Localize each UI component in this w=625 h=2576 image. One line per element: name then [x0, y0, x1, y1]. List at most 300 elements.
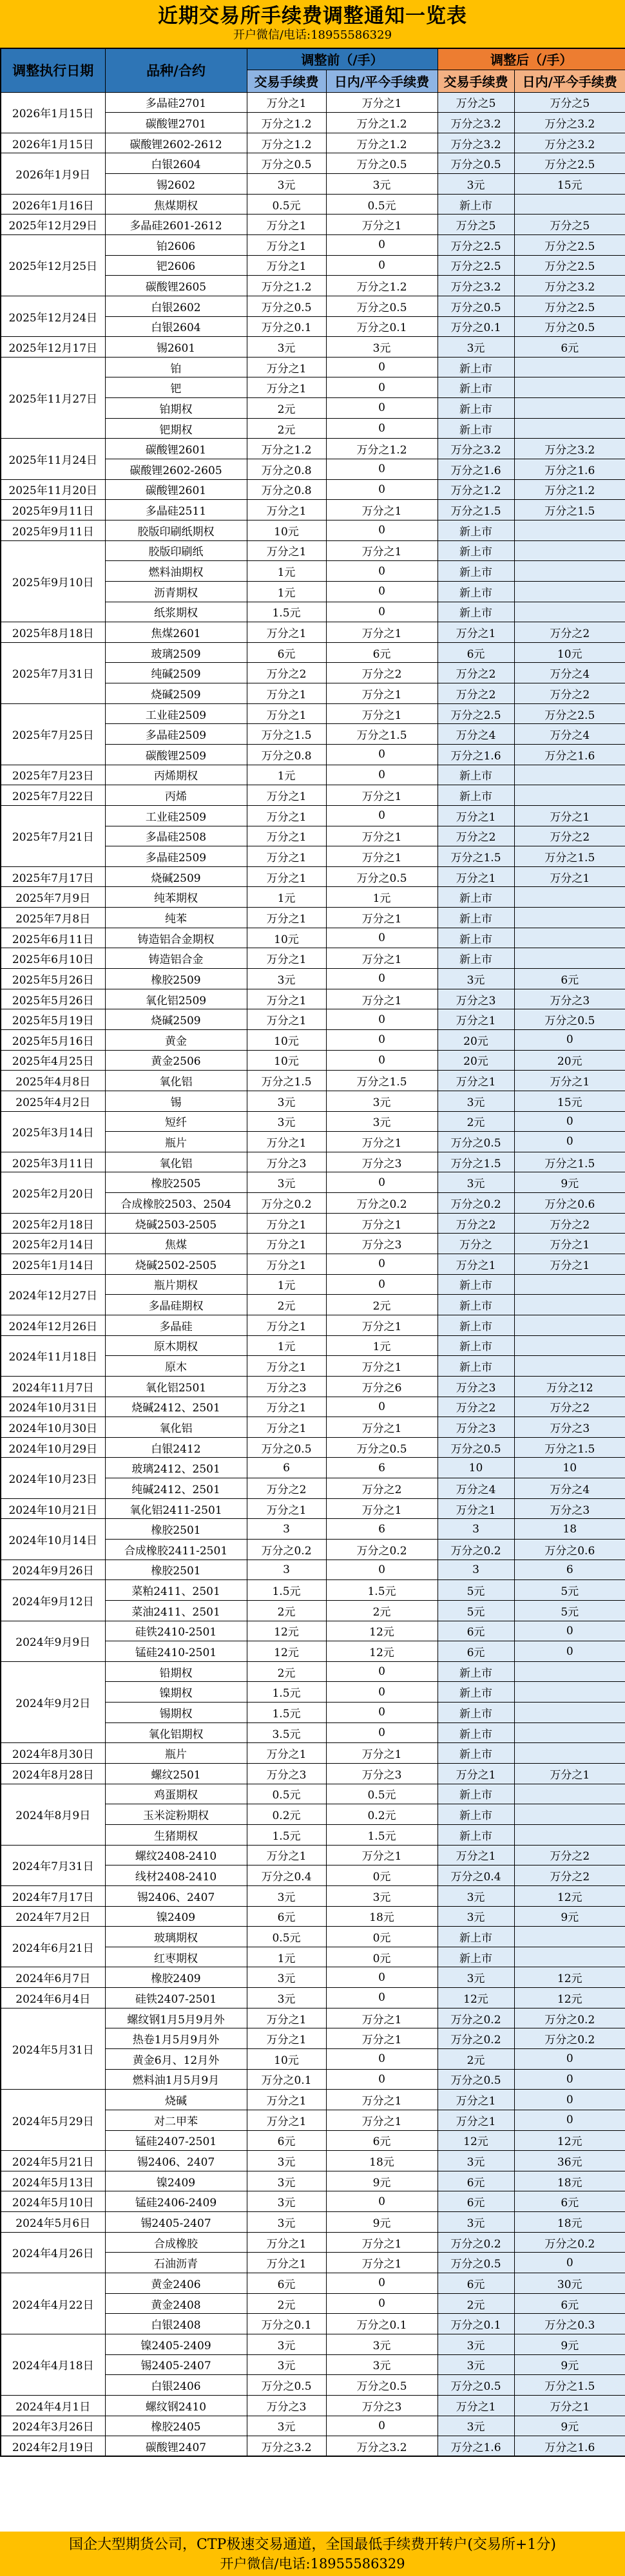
before-trade-fee-cell: 万分之1: [247, 1009, 326, 1030]
date-cell: 2024年8月28日: [1, 1764, 105, 1784]
before-intraday-fee-cell: 0: [326, 1274, 438, 1295]
after-trade-fee-cell: 万分之0.2: [438, 2028, 514, 2049]
table-row: [1, 1335, 625, 1356]
after-intraday-fee-cell: 万分之0.2: [514, 2232, 625, 2253]
before-trade-fee-cell: 万分之0.5: [247, 153, 326, 174]
before-intraday-fee-cell: 万分之1: [326, 215, 438, 235]
contract-cell: 黄金: [105, 1029, 247, 1050]
after-trade-fee-cell: 万分之1.6: [438, 459, 514, 480]
table-row: [1, 765, 625, 785]
date-cell: 2025年8月18日: [1, 622, 105, 643]
before-intraday-fee-cell: 万分之0.5: [326, 153, 438, 174]
contract-cell: 瓶片期权: [105, 1274, 247, 1295]
table-row: [1, 337, 625, 358]
contract-cell: 玉米淀粉期权: [105, 1804, 247, 1825]
before-trade-fee-cell: 万分之1.2: [247, 439, 326, 459]
before-intraday-fee-cell: 0: [326, 1172, 438, 1193]
after-intraday-fee-cell: 0: [514, 2090, 625, 2110]
date-cell: 2024年5月29日: [1, 2090, 105, 2151]
before-intraday-fee-cell: 万分之1: [326, 2110, 438, 2130]
after-intraday-fee-cell: [514, 581, 625, 602]
after-intraday-fee-cell: 18: [514, 1519, 625, 1540]
date-cell: 2025年5月16日: [1, 1029, 105, 1050]
before-trade-fee-cell: 6元: [247, 2273, 326, 2294]
before-intraday-fee-cell: 0: [326, 520, 438, 540]
after-intraday-fee-cell: 万分之1.2: [514, 479, 625, 500]
after-trade-fee-cell: 万分之1: [438, 1254, 514, 1275]
date-cell: 2024年6月7日: [1, 1967, 105, 1988]
after-intraday-fee-cell: 万分之1.5: [514, 1152, 625, 1172]
after-trade-fee-cell: 3元: [438, 2354, 514, 2375]
table-row: [1, 540, 625, 561]
contract-cell: 多晶硅2511: [105, 500, 247, 520]
after-intraday-fee-cell: 万分之0.6: [514, 1539, 625, 1560]
before-trade-fee-cell: 万分之1: [247, 1397, 326, 1417]
after-intraday-fee-cell: 万分之2.5: [514, 703, 625, 724]
before-intraday-fee-cell: 万分之1: [326, 1743, 438, 1764]
after-intraday-fee-cell: 万分之2: [514, 826, 625, 846]
after-intraday-fee-cell: [514, 194, 625, 215]
after-trade-fee-cell: 万分之2: [438, 826, 514, 846]
after-intraday-fee-cell: 万分之1.6: [514, 2436, 625, 2457]
after-trade-fee-cell: 万分之1.5: [438, 1152, 514, 1172]
date-cell: 2025年11月20日: [1, 479, 105, 500]
after-intraday-fee-cell: [514, 887, 625, 908]
after-intraday-fee-cell: 万分之1.6: [514, 459, 625, 480]
before-intraday-fee-cell: 3元: [326, 1111, 438, 1132]
before-intraday-fee-cell: 0: [326, 1988, 438, 2008]
date-cell: 2026年1月15日: [1, 133, 105, 153]
before-trade-fee-cell: 万分之0.5: [247, 1437, 326, 1458]
after-trade-fee-cell: 万分之1: [438, 1071, 514, 1091]
before-trade-fee-cell: 万分之3: [247, 2395, 326, 2416]
after-intraday-fee-cell: 0: [514, 2069, 625, 2090]
after-intraday-fee-cell: [514, 1295, 625, 1315]
before-intraday-fee-cell: 万分之1: [326, 2090, 438, 2110]
after-intraday-fee-cell: 6元: [514, 2191, 625, 2212]
after-trade-fee-cell: 10: [438, 1458, 514, 1478]
after-intraday-fee-cell: [514, 1703, 625, 1723]
after-intraday-fee-cell: [514, 602, 625, 622]
before-trade-fee-cell: 万分之1: [247, 948, 326, 969]
table-row: [1, 866, 625, 887]
before-trade-fee-cell: 0.2元: [247, 1804, 326, 1825]
contract-cell: 白银2408: [105, 2314, 247, 2334]
after-trade-fee-cell: 万分之1.5: [438, 846, 514, 867]
before-intraday-fee-cell: 万分之1: [326, 1315, 438, 1335]
after-intraday-fee-cell: 万分之1.6: [514, 745, 625, 765]
contract-cell: 镍2409: [105, 2171, 247, 2191]
contract-cell: 纯碱2412、2501: [105, 1478, 247, 1499]
date-cell: 2025年11月24日: [1, 439, 105, 479]
table-row: [1, 785, 625, 806]
before-intraday-fee-cell: 0: [326, 969, 438, 989]
date-cell: 2024年5月6日: [1, 2212, 105, 2233]
after-trade-fee-cell: 3元: [438, 1172, 514, 1193]
before-trade-fee-cell: 万分之1: [247, 1132, 326, 1152]
before-trade-fee-cell: 1.5元: [247, 602, 326, 622]
contract-cell: 锡2602: [105, 174, 247, 195]
after-intraday-fee-cell: [514, 1335, 625, 1356]
before-trade-fee-cell: 2元: [247, 1600, 326, 1621]
table-row: [1, 642, 625, 663]
after-intraday-fee-cell: 万分之4: [514, 1478, 625, 1499]
before-trade-fee-cell: 万分之1: [247, 2090, 326, 2110]
before-intraday-fee-cell: 0: [326, 2191, 438, 2212]
after-trade-fee-cell: 3元: [438, 2212, 514, 2233]
after-intraday-fee-cell: 5元: [514, 1580, 625, 1601]
before-trade-fee-cell: 1元: [247, 581, 326, 602]
after-intraday-fee-cell: 万分之1: [514, 1764, 625, 1784]
date-cell: 2024年12月26日: [1, 1315, 105, 1335]
before-intraday-fee-cell: 0: [326, 1967, 438, 1988]
before-trade-fee-cell: 0.5元: [247, 1784, 326, 1804]
contract-cell: 菜油2411、2501: [105, 1600, 247, 1621]
after-trade-fee-cell: 6元: [438, 2171, 514, 2191]
table-row: [1, 622, 625, 643]
after-trade-fee-cell: 新上市: [438, 581, 514, 602]
after-trade-fee-cell: 新上市: [438, 1661, 514, 1682]
contract-cell: 沥青期权: [105, 581, 247, 602]
before-trade-fee-cell: 1.5元: [247, 1682, 326, 1703]
after-intraday-fee-cell: [514, 908, 625, 928]
before-trade-fee-cell: 万分之1: [247, 500, 326, 520]
date-cell: 2025年7月31日: [1, 642, 105, 703]
table-row: [1, 1029, 625, 1050]
contract-cell: 螺纹2408-2410: [105, 1845, 247, 1865]
before-trade-fee-cell: 3元: [247, 2212, 326, 2233]
contract-cell: 瓶片: [105, 1132, 247, 1152]
contract-cell: 铂: [105, 357, 247, 377]
before-trade-fee-cell: 2元: [247, 1661, 326, 1682]
contract-cell: 烧碱: [105, 2090, 247, 2110]
after-trade-fee-cell: 万分之1: [438, 805, 514, 826]
before-trade-fee-cell: 万分之1: [247, 846, 326, 867]
contract-cell: 氧化铝: [105, 1417, 247, 1438]
contract-cell: 胶版印刷纸期权: [105, 520, 247, 540]
date-cell: 2024年10月30日: [1, 1417, 105, 1438]
before-trade-fee-cell: 1元: [247, 561, 326, 582]
after-trade-fee-cell: 万分之3: [438, 1417, 514, 1438]
after-trade-fee-cell: 3元: [438, 1091, 514, 1111]
before-trade-fee-cell: 万分之1: [247, 866, 326, 887]
contract-cell: 纯苯: [105, 908, 247, 928]
date-cell: 2025年9月11日: [1, 500, 105, 520]
after-trade-fee-cell: 万分之3.2: [438, 133, 514, 153]
after-trade-fee-cell: 新上市: [438, 1743, 514, 1764]
before-intraday-fee-cell: 6: [326, 1519, 438, 1540]
after-intraday-fee-cell: 18元: [514, 2212, 625, 2233]
table-row: [1, 520, 625, 540]
after-intraday-fee-cell: 万分之1: [514, 1254, 625, 1275]
date-cell: 2025年7月22日: [1, 785, 105, 806]
before-intraday-fee-cell: 万分之3.2: [326, 2436, 438, 2457]
before-intraday-fee-cell: 0.5元: [326, 1784, 438, 1804]
header-before-intraday-fee: 日内/平今手续费: [326, 70, 438, 92]
after-intraday-fee-cell: 0: [514, 2049, 625, 2070]
before-intraday-fee-cell: 万分之0.2: [326, 1193, 438, 1214]
before-intraday-fee-cell: 2元: [326, 1295, 438, 1315]
before-trade-fee-cell: 万分之0.2: [247, 1539, 326, 1560]
before-trade-fee-cell: 1.5元: [247, 1580, 326, 1601]
after-trade-fee-cell: 万分之1: [438, 2090, 514, 2110]
before-trade-fee-cell: 3.5元: [247, 1722, 326, 1743]
before-trade-fee-cell: 万分之0.8: [247, 745, 326, 765]
contract-cell: 线材2408-2410: [105, 1865, 247, 1886]
contract-cell: 锰硅2410-2501: [105, 1641, 247, 1662]
before-trade-fee-cell: 万分之1: [247, 2110, 326, 2130]
after-trade-fee-cell: 万分之1: [438, 2110, 514, 2130]
contract-cell: 氧化铝期权: [105, 1722, 247, 1743]
contract-cell: 烧碱2509: [105, 1009, 247, 1030]
before-trade-fee-cell: 万分之1: [247, 1417, 326, 1438]
before-intraday-fee-cell: 0: [326, 1254, 438, 1275]
before-trade-fee-cell: 万分之1: [247, 2253, 326, 2273]
after-trade-fee-cell: 3元: [438, 969, 514, 989]
after-trade-fee-cell: 6元: [438, 642, 514, 663]
contract-cell: 短纤: [105, 1111, 247, 1132]
table-row: [1, 153, 625, 174]
table-row: [1, 2212, 625, 2233]
after-intraday-fee-cell: [514, 540, 625, 561]
header-before-group: 调整前（/手）: [247, 48, 438, 70]
before-intraday-fee-cell: 6元: [326, 642, 438, 663]
before-trade-fee-cell: 万分之1: [247, 826, 326, 846]
table-row: [1, 887, 625, 908]
contract-cell: 燃料油1月5月9月: [105, 2069, 247, 2090]
header-after-trade-fee: 交易手续费: [438, 70, 514, 92]
date-cell: 2025年12月29日: [1, 215, 105, 235]
contract-cell: 生猪期权: [105, 1824, 247, 1845]
before-trade-fee-cell: 3元: [247, 2354, 326, 2375]
before-trade-fee-cell: 万分之1: [247, 1845, 326, 1865]
after-trade-fee-cell: 3元: [438, 1885, 514, 1906]
after-intraday-fee-cell: 12元: [514, 1885, 625, 1906]
table-row: [1, 1213, 625, 1234]
before-intraday-fee-cell: 万分之1: [326, 500, 438, 520]
contract-cell: 黄金2406: [105, 2273, 247, 2294]
after-trade-fee-cell: 万分之1.5: [438, 500, 514, 520]
after-trade-fee-cell: 新上市: [438, 1274, 514, 1295]
before-intraday-fee-cell: 0: [326, 479, 438, 500]
table-row: [1, 908, 625, 928]
after-trade-fee-cell: 新上市: [438, 561, 514, 582]
date-cell: 2025年7月21日: [1, 805, 105, 866]
date-cell: 2024年5月10日: [1, 2191, 105, 2212]
date-cell: 2025年7月25日: [1, 703, 105, 765]
after-trade-fee-cell: 万分之3.2: [438, 276, 514, 296]
contract-cell: 螺纹钢2410: [105, 2395, 247, 2416]
contract-cell: 烧碱2503-2505: [105, 1213, 247, 1234]
after-trade-fee-cell: 万分之1.2: [438, 479, 514, 500]
contract-cell: 碳酸锂2605: [105, 276, 247, 296]
footer-contact: 开户微信/电话:18955586329: [220, 2555, 405, 2571]
contract-cell: 铂2606: [105, 234, 247, 255]
contract-cell: 黄金6月、12月外: [105, 2049, 247, 2070]
after-trade-fee-cell: 3元: [438, 174, 514, 195]
before-intraday-fee-cell: 万分之1: [326, 826, 438, 846]
contract-cell: 焦煤期权: [105, 194, 247, 215]
contract-cell: 多晶硅: [105, 1315, 247, 1335]
contract-cell: 氧化铝2501: [105, 1376, 247, 1397]
date-cell: 2024年8月30日: [1, 1743, 105, 1764]
after-trade-fee-cell: 6元: [438, 2273, 514, 2294]
after-intraday-fee-cell: 万分之3: [514, 1417, 625, 1438]
after-intraday-fee-cell: 万分之5: [514, 92, 625, 113]
after-intraday-fee-cell: 万分之1.5: [514, 1437, 625, 1458]
before-trade-fee-cell: 1元: [247, 1335, 326, 1356]
before-intraday-fee-cell: 万分之1.2: [326, 133, 438, 153]
contract-cell: 纯苯期权: [105, 887, 247, 908]
after-intraday-fee-cell: 0: [514, 2253, 625, 2273]
contract-cell: 丙烯期权: [105, 765, 247, 785]
after-trade-fee-cell: 新上市: [438, 887, 514, 908]
table-row: [1, 2416, 625, 2436]
before-trade-fee-cell: 10元: [247, 928, 326, 948]
table-row: [1, 1274, 625, 1295]
after-intraday-fee-cell: [514, 1661, 625, 1682]
date-cell: 2024年9月26日: [1, 1560, 105, 1580]
before-trade-fee-cell: 10元: [247, 1050, 326, 1071]
after-trade-fee-cell: 新上市: [438, 928, 514, 948]
before-intraday-fee-cell: 2元: [326, 1600, 438, 1621]
contract-cell: 碳酸锂2601: [105, 479, 247, 500]
after-intraday-fee-cell: 0: [514, 1621, 625, 1641]
after-trade-fee-cell: 万分之0.1: [438, 2314, 514, 2334]
before-trade-fee-cell: 万分之1: [247, 1315, 326, 1335]
before-trade-fee-cell: 万分之0.1: [247, 2314, 326, 2334]
contract-cell: 烧碱2412、2501: [105, 1397, 247, 1417]
after-intraday-fee-cell: 万分之3.2: [514, 133, 625, 153]
after-intraday-fee-cell: 万分之1: [514, 805, 625, 826]
date-cell: 2025年4月25日: [1, 1050, 105, 1071]
before-intraday-fee-cell: 0: [326, 459, 438, 480]
after-trade-fee-cell: 3元: [438, 2334, 514, 2354]
after-intraday-fee-cell: 0: [514, 1132, 625, 1152]
before-intraday-fee-cell: 3元: [326, 174, 438, 195]
after-trade-fee-cell: 万分之5: [438, 92, 514, 113]
before-trade-fee-cell: 万分之0.2: [247, 1193, 326, 1214]
before-intraday-fee-cell: 1元: [326, 887, 438, 908]
after-intraday-fee-cell: 万分之0.5: [514, 316, 625, 337]
before-trade-fee-cell: 万分之1: [247, 1743, 326, 1764]
before-trade-fee-cell: 3元: [247, 2334, 326, 2354]
table-row: [1, 1784, 625, 1804]
after-intraday-fee-cell: [514, 785, 625, 806]
before-intraday-fee-cell: 万分之0.5: [326, 866, 438, 887]
date-cell: 2024年10月29日: [1, 1437, 105, 1458]
before-intraday-fee-cell: 万分之0.1: [326, 316, 438, 337]
before-trade-fee-cell: 12元: [247, 1641, 326, 1662]
before-intraday-fee-cell: 0: [326, 357, 438, 377]
header-contract: 品种/合约: [105, 48, 247, 92]
after-trade-fee-cell: 万分之2: [438, 1213, 514, 1234]
before-trade-fee-cell: 万分之0.5: [247, 296, 326, 316]
contract-cell: 纯碱2509: [105, 663, 247, 683]
before-intraday-fee-cell: 3元: [326, 1885, 438, 1906]
date-cell: 2025年3月14日: [1, 1111, 105, 1152]
table-row: [1, 1254, 625, 1275]
before-intraday-fee-cell: 0: [326, 581, 438, 602]
before-intraday-fee-cell: 万分之1: [326, 1417, 438, 1438]
after-trade-fee-cell: 万分之0.2: [438, 1193, 514, 1214]
footer-promo-text: 国企大型期货公司，CTP极速交易通道，全国最低手续费开转户(交易所+1分): [69, 2536, 556, 2553]
after-trade-fee-cell: 新上市: [438, 194, 514, 215]
date-cell: 2025年4月2日: [1, 1091, 105, 1111]
after-intraday-fee-cell: 9元: [514, 1172, 625, 1193]
contract-cell: 纸浆期权: [105, 602, 247, 622]
before-trade-fee-cell: 万分之2: [247, 663, 326, 683]
contract-cell: 红枣期权: [105, 1947, 247, 1967]
before-trade-fee-cell: 2元: [247, 1295, 326, 1315]
before-trade-fee-cell: 万分之1: [247, 92, 326, 113]
before-trade-fee-cell: 万分之3.2: [247, 2436, 326, 2457]
before-intraday-fee-cell: 万分之1: [326, 908, 438, 928]
after-intraday-fee-cell: 12元: [514, 1988, 625, 2008]
after-intraday-fee-cell: 9元: [514, 2334, 625, 2354]
before-trade-fee-cell: 万分之0.5: [247, 2375, 326, 2396]
page-title: 近期交易所手续费调整通知一览表: [158, 5, 467, 28]
after-intraday-fee-cell: 万分之4: [514, 724, 625, 745]
before-intraday-fee-cell: 9元: [326, 2171, 438, 2191]
after-trade-fee-cell: 5元: [438, 1580, 514, 1601]
after-intraday-fee-cell: 36元: [514, 2151, 625, 2171]
table-row: [1, 969, 625, 989]
before-trade-fee-cell: 10元: [247, 2049, 326, 2070]
before-trade-fee-cell: 2元: [247, 2293, 326, 2314]
after-intraday-fee-cell: 万分之2.5: [514, 153, 625, 174]
header-before-trade-fee: 交易手续费: [247, 70, 326, 92]
contract-cell: 橡胶2505: [105, 1172, 247, 1193]
contract-cell: 铸造铝合金期权: [105, 928, 247, 948]
before-trade-fee-cell: 万分之1: [247, 1356, 326, 1377]
before-trade-fee-cell: 万分之1: [247, 622, 326, 643]
table-row: [1, 1315, 625, 1335]
after-intraday-fee-cell: 万分之1: [514, 866, 625, 887]
contract-cell: 铸造铝合金: [105, 948, 247, 969]
date-cell: 2025年7月8日: [1, 908, 105, 928]
after-trade-fee-cell: 万分之3.2: [438, 439, 514, 459]
after-trade-fee-cell: 新上市: [438, 1927, 514, 1947]
after-trade-fee-cell: 新上市: [438, 908, 514, 928]
table-row: [1, 2151, 625, 2171]
contract-cell: 碳酸锂2509: [105, 745, 247, 765]
contract-cell: 锡2405-2407: [105, 2354, 247, 2375]
after-trade-fee-cell: 万分之0.5: [438, 153, 514, 174]
before-intraday-fee-cell: 0.5元: [326, 194, 438, 215]
after-trade-fee-cell: 3元: [438, 1967, 514, 1988]
after-intraday-fee-cell: 万分之3.2: [514, 439, 625, 459]
after-trade-fee-cell: 万分之1.6: [438, 2436, 514, 2457]
after-intraday-fee-cell: 10元: [514, 642, 625, 663]
before-trade-fee-cell: 2元: [247, 398, 326, 419]
date-cell: 2024年9月9日: [1, 1621, 105, 1661]
after-intraday-fee-cell: [514, 377, 625, 398]
before-intraday-fee-cell: 0: [326, 2273, 438, 2294]
after-intraday-fee-cell: 6: [514, 1560, 625, 1580]
after-trade-fee-cell: 万分之0.2: [438, 2232, 514, 2253]
after-trade-fee-cell: 新上市: [438, 1315, 514, 1335]
table-row: [1, 1050, 625, 1071]
before-trade-fee-cell: 3元: [247, 1172, 326, 1193]
after-trade-fee-cell: 新上市: [438, 785, 514, 806]
contract-cell: 多晶硅2509: [105, 846, 247, 867]
date-cell: 2025年4月8日: [1, 1071, 105, 1091]
table-row: [1, 1661, 625, 1682]
before-intraday-fee-cell: 万分之0.2: [326, 1539, 438, 1560]
date-cell: 2024年5月31日: [1, 2008, 105, 2090]
table-row: [1, 1437, 625, 1458]
